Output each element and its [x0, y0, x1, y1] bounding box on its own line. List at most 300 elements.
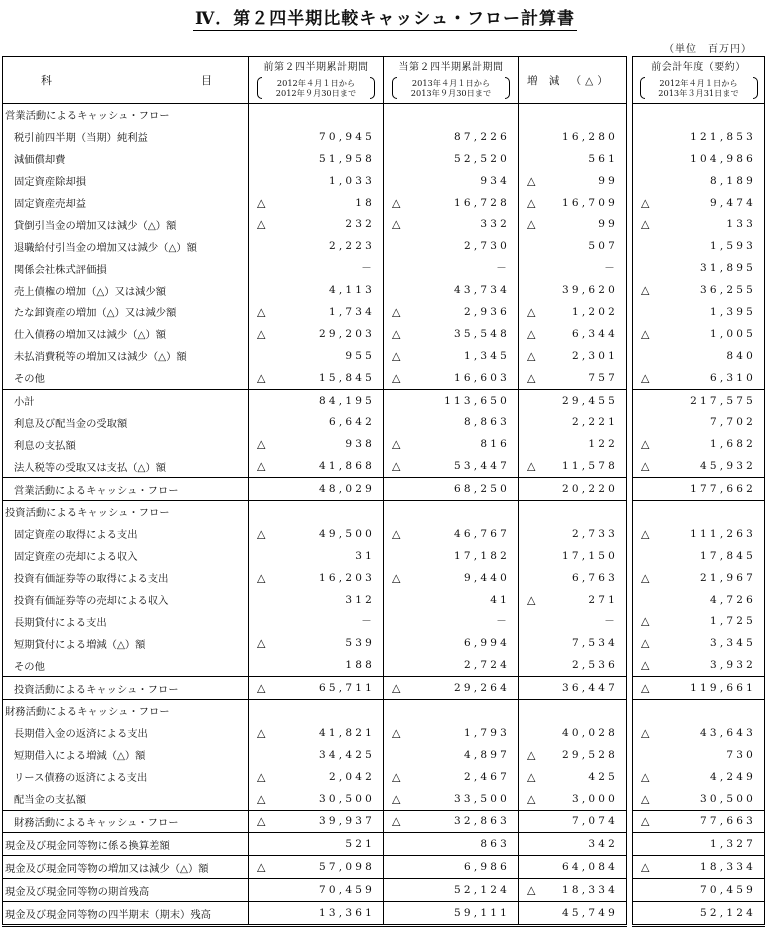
- negative-marker: △: [641, 527, 650, 541]
- diff-value: －: [604, 262, 618, 275]
- prev-value: 70,945: [319, 130, 375, 143]
- negative-marker: △: [257, 860, 266, 874]
- row-label: 固定資産除却損: [14, 176, 87, 189]
- table-row: [3, 545, 765, 567]
- fy-value-cell: [633, 589, 765, 611]
- diff-value-cell: [519, 501, 627, 523]
- cur-value: 6,994: [463, 637, 510, 650]
- diff-value-cell: [519, 567, 627, 589]
- prev-value-cell: [249, 478, 384, 501]
- prev-value-cell: [249, 766, 384, 788]
- cur-value: 43,734: [454, 284, 510, 297]
- diff-value-cell: [519, 700, 627, 722]
- diff-value: 3,000: [571, 792, 618, 805]
- diff-value-cell: [519, 104, 627, 126]
- fy-period-range: [646, 77, 752, 99]
- table-row: [3, 433, 765, 455]
- negative-marker: △: [527, 748, 536, 762]
- negative-marker: △: [392, 371, 401, 385]
- prev-period-range: [263, 77, 369, 99]
- diff-value: 757: [588, 371, 618, 384]
- fy-value-cell: [633, 367, 765, 389]
- header-cur-period: [384, 57, 519, 104]
- fy-value-cell: [633, 433, 765, 455]
- prev-value: 34,425: [319, 748, 375, 761]
- prev-value-cell: [249, 126, 384, 148]
- cur-value: 9,440: [463, 571, 510, 584]
- prev-value-cell: [249, 367, 384, 389]
- cur-value: 52,520: [454, 152, 510, 165]
- fy-value-cell: [633, 833, 765, 856]
- prev-value: 39,937: [319, 815, 375, 828]
- fy-value: 36,255: [700, 284, 756, 297]
- row-label-cell: [3, 833, 249, 856]
- cur-value-cell: [384, 235, 519, 257]
- row-label: 仕入債務の増加又は減少（△）額: [14, 329, 167, 342]
- prev-value-cell: [249, 810, 384, 833]
- fy-value-cell: [633, 301, 765, 323]
- prev-value: 49,500: [319, 527, 375, 540]
- negative-marker: △: [392, 814, 401, 828]
- cur-value-cell: [384, 700, 519, 722]
- header-diff: [519, 57, 627, 104]
- table-row: [3, 279, 765, 301]
- header-label-left: 科: [41, 74, 52, 87]
- prev-value-cell: [249, 677, 384, 700]
- row-label-cell: [3, 455, 249, 477]
- cur-value: 2,936: [463, 305, 510, 318]
- row-label-cell: [3, 610, 249, 632]
- diff-value: 561: [588, 152, 618, 165]
- diff-value: 29,528: [562, 748, 618, 761]
- negative-marker: △: [257, 636, 266, 650]
- fy-value-cell: [633, 902, 765, 926]
- cur-value-cell: [384, 104, 519, 126]
- diff-value: 2,301: [571, 349, 618, 362]
- diff-value-cell: [519, 879, 627, 902]
- diff-value: 6,763: [571, 571, 618, 584]
- negative-marker: △: [257, 681, 266, 695]
- diff-value: 1,202: [571, 305, 618, 318]
- diff-value-cell: [519, 766, 627, 788]
- prev-value: 57,098: [319, 861, 375, 874]
- row-label-cell: [3, 170, 249, 192]
- negative-marker: △: [392, 437, 401, 451]
- diff-value: 2,221: [571, 416, 618, 429]
- cur-value-cell: [384, 301, 519, 323]
- header-prev-period: [249, 57, 384, 104]
- fy-value-cell: [633, 126, 765, 148]
- diff-value: 11,578: [562, 460, 618, 473]
- negative-marker: △: [257, 371, 266, 385]
- cur-value-cell: [384, 279, 519, 301]
- prev-value-cell: [249, 279, 384, 301]
- fy-value-cell: [633, 192, 765, 214]
- row-label-cell: [3, 323, 249, 345]
- diff-value: 18,334: [562, 884, 618, 897]
- diff-value: 45,749: [562, 907, 618, 919]
- negative-marker: △: [257, 571, 266, 585]
- row-label: 長期借入金の返済による支出: [14, 728, 148, 741]
- prev-value: 41,821: [319, 726, 375, 739]
- row-label-cell: [3, 810, 249, 833]
- prev-value: 955: [345, 349, 375, 362]
- unit-note: （単位 百万円）: [664, 44, 752, 55]
- header-label-right: 目: [201, 74, 212, 87]
- table-row: [3, 567, 765, 589]
- cur-value: 68,250: [454, 483, 510, 496]
- prev-value: －: [361, 262, 375, 275]
- negative-marker: △: [392, 305, 401, 319]
- cur-value: 16,603: [454, 371, 510, 384]
- diff-value-cell: [519, 610, 627, 632]
- diff-value-cell: [519, 257, 627, 279]
- fy-value-cell: [633, 257, 765, 279]
- prev-range-to: 2012年９月30日まで: [275, 88, 357, 98]
- row-label-cell: [3, 632, 249, 654]
- prev-value: 51,958: [319, 152, 375, 165]
- cur-value: 87,226: [454, 130, 510, 143]
- diff-value: 29,455: [562, 394, 618, 407]
- negative-marker: △: [257, 327, 266, 341]
- prev-value: 4,113: [328, 284, 375, 297]
- table-row: [3, 589, 765, 611]
- prev-value-cell: [249, 455, 384, 477]
- row-label: 現金及び現金同等物に係る換算差額: [5, 839, 170, 852]
- diff-value-cell: [519, 455, 627, 477]
- negative-marker: △: [392, 792, 401, 806]
- diff-value-cell: [519, 301, 627, 323]
- fy-value: 18,334: [700, 861, 756, 874]
- prev-value: 1,734: [328, 305, 375, 318]
- prev-value: 2,042: [328, 770, 375, 783]
- prev-value-cell: [249, 213, 384, 235]
- negative-marker: △: [527, 327, 536, 341]
- total-row: [3, 677, 765, 700]
- section-row: [3, 104, 765, 126]
- row-label: 未払消費税等の増加又は減少（△）額: [14, 351, 187, 364]
- diff-value: 2,536: [571, 659, 618, 672]
- diff-value-cell: [519, 279, 627, 301]
- fy-value: 119,661: [690, 682, 756, 695]
- fy-value-cell: [633, 523, 765, 545]
- table-row: [3, 788, 765, 810]
- cur-value: 2,467: [463, 770, 510, 783]
- fy-value: 21,967: [700, 571, 756, 584]
- prev-value: 70,459: [319, 884, 375, 897]
- negative-marker: △: [641, 814, 650, 828]
- diff-value-cell: [519, 523, 627, 545]
- cur-range-from: 2013年４月１日から: [411, 78, 491, 88]
- prev-value-cell: [249, 632, 384, 654]
- diff-value-cell: [519, 632, 627, 654]
- diff-value: 271: [588, 593, 618, 606]
- row-label-cell: [3, 545, 249, 567]
- row-label: 投資有価証券等の売却による収入: [14, 595, 169, 608]
- table-row: [3, 301, 765, 323]
- fy-value: 4,726: [709, 593, 756, 606]
- negative-marker: △: [527, 883, 536, 897]
- diff-value-cell: [519, 589, 627, 611]
- row-label: その他: [14, 373, 45, 386]
- prev-value-cell: [249, 323, 384, 345]
- cur-value-cell: [384, 654, 519, 676]
- row-label-cell: [3, 301, 249, 323]
- negative-marker: △: [392, 770, 401, 784]
- fy-value-cell: [633, 810, 765, 833]
- header-account: [3, 57, 249, 104]
- cur-value-cell: [384, 213, 519, 235]
- cur-value-cell: [384, 323, 519, 345]
- fy-value-cell: [633, 856, 765, 879]
- negative-marker: △: [527, 174, 536, 188]
- cur-value: 6,986: [463, 861, 510, 874]
- negative-marker: △: [257, 305, 266, 319]
- row-label: 貸倒引当金の増加又は減少（△）額: [14, 219, 177, 232]
- fy-value-cell: [633, 879, 765, 902]
- fy-value-cell: [633, 501, 765, 523]
- total-row: [3, 478, 765, 501]
- cur-value-cell: [384, 610, 519, 632]
- cur-value-cell: [384, 567, 519, 589]
- diff-value: 40,028: [562, 726, 618, 739]
- row-label: 営業活動によるキャッシュ・フロー: [14, 484, 179, 497]
- negative-marker: △: [527, 770, 536, 784]
- prev-value: 30,500: [319, 792, 375, 805]
- cur-value-cell: [384, 833, 519, 856]
- fy-value: 840: [726, 349, 756, 362]
- diff-value-cell: [519, 213, 627, 235]
- row-label-cell: [3, 257, 249, 279]
- cur-value-cell: [384, 788, 519, 810]
- prev-value-cell: [249, 301, 384, 323]
- prev-value-cell: [249, 192, 384, 214]
- diff-value: 507: [588, 240, 618, 253]
- prev-value: 15,845: [319, 371, 375, 384]
- diff-value-cell: [519, 389, 627, 411]
- fy-value-cell: [633, 722, 765, 744]
- prev-value: 1,033: [328, 174, 375, 187]
- prev-value-cell: [249, 501, 384, 523]
- cur-value-cell: [384, 170, 519, 192]
- fy-value-cell: [633, 345, 765, 367]
- prev-value: 521: [345, 838, 375, 851]
- cur-value-cell: [384, 433, 519, 455]
- cur-value-cell: [384, 455, 519, 477]
- fy-value: 6,310: [709, 371, 756, 384]
- negative-marker: △: [641, 726, 650, 740]
- diff-value: 122: [588, 438, 618, 451]
- negative-marker: △: [641, 770, 650, 784]
- fy-value-cell: [633, 744, 765, 766]
- fy-value-cell: [633, 567, 765, 589]
- cur-value-cell: [384, 766, 519, 788]
- negative-marker: △: [527, 305, 536, 319]
- prev-value-cell: [249, 345, 384, 367]
- prev-value: 539: [345, 637, 375, 650]
- table-row: [3, 367, 765, 389]
- row-label-cell: [3, 411, 249, 433]
- row-label: 短期借入による増減（△）額: [14, 750, 146, 763]
- cur-value: 46,767: [454, 527, 510, 540]
- prev-range-from: 2012年４月１日から: [276, 78, 356, 88]
- cur-value: －: [496, 615, 510, 628]
- row-label-cell: [3, 104, 249, 126]
- diff-value: 99: [598, 174, 618, 187]
- table-row: [3, 148, 765, 170]
- prev-value: －: [361, 615, 375, 628]
- row-label-cell: [3, 279, 249, 301]
- total-row: [3, 810, 765, 833]
- fy-value: 43,643: [700, 726, 756, 739]
- negative-marker: △: [392, 327, 401, 341]
- diff-value-cell: [519, 677, 627, 700]
- cash-flow-table: [2, 56, 765, 927]
- prev-value-cell: [249, 879, 384, 902]
- prev-value: 16,203: [319, 571, 375, 584]
- negative-marker: △: [392, 527, 401, 541]
- prev-value-cell: [249, 170, 384, 192]
- fy-value: 45,932: [700, 460, 756, 473]
- page-title: [0, 4, 770, 29]
- fy-value-cell: [633, 632, 765, 654]
- cur-value: －: [496, 262, 510, 275]
- prev-value: 232: [345, 218, 375, 231]
- row-label: 短期貸付による増減（△）額: [14, 638, 146, 651]
- prev-value: 312: [345, 593, 375, 606]
- prev-value-cell: [249, 545, 384, 567]
- prev-value-cell: [249, 654, 384, 676]
- fy-value-cell: [633, 677, 765, 700]
- row-label-cell: [3, 700, 249, 722]
- cur-value-cell: [384, 589, 519, 611]
- prev-value: 18: [355, 196, 375, 209]
- cur-value: 2,730: [463, 240, 510, 253]
- diff-value: 6,344: [571, 327, 618, 340]
- prev-value: 84,195: [319, 394, 375, 407]
- section-row: [3, 501, 765, 523]
- row-label: 税引前四半期（当期）純利益: [14, 132, 148, 145]
- row-label: 財務活動によるキャッシュ・フロー: [5, 706, 170, 719]
- negative-marker: △: [392, 571, 401, 585]
- diff-value: 7,534: [571, 637, 618, 650]
- cur-value-cell: [384, 257, 519, 279]
- cur-value-cell: [384, 722, 519, 744]
- table-row: [3, 170, 765, 192]
- fy-value-cell: [633, 766, 765, 788]
- cur-value: 816: [480, 438, 510, 451]
- row-label: たな卸資産の増加（△）又は減少額: [14, 307, 177, 320]
- prev-value: 6,642: [328, 416, 375, 429]
- diff-value-cell: [519, 192, 627, 214]
- diff-value-cell: [519, 744, 627, 766]
- cur-value-cell: [384, 345, 519, 367]
- cur-value: 52,124: [454, 884, 510, 897]
- row-label: 営業活動によるキャッシュ・フロー: [5, 110, 170, 123]
- row-label-cell: [3, 589, 249, 611]
- negative-marker: △: [257, 437, 266, 451]
- section-row: [3, 700, 765, 722]
- cur-value: 332: [480, 218, 510, 231]
- fy-value-cell: [633, 545, 765, 567]
- table-row: [3, 523, 765, 545]
- cur-value: 934: [480, 174, 510, 187]
- row-label-cell: [3, 213, 249, 235]
- table-row: [3, 902, 765, 926]
- negative-marker: △: [527, 792, 536, 806]
- diff-value: 2,733: [571, 527, 618, 540]
- prev-value: 13,361: [319, 907, 375, 919]
- cur-value-cell: [384, 523, 519, 545]
- header-fy-period: [633, 57, 765, 104]
- row-label: 売上債権の増加（△）又は減少額: [14, 285, 167, 298]
- row-label-cell: [3, 766, 249, 788]
- diff-value: 425: [588, 770, 618, 783]
- table-row: [3, 610, 765, 632]
- diff-value-cell: [519, 411, 627, 433]
- row-label: 固定資産の取得による支出: [14, 529, 138, 542]
- prev-value-cell: [249, 833, 384, 856]
- fy-value: 133: [726, 218, 756, 231]
- negative-marker: △: [641, 371, 650, 385]
- diff-value: 99: [598, 218, 618, 231]
- fy-value: 730: [726, 748, 756, 761]
- negative-marker: △: [527, 217, 536, 231]
- fy-value-cell: [633, 610, 765, 632]
- prev-value-cell: [249, 523, 384, 545]
- negative-marker: △: [392, 217, 401, 231]
- fy-value: 1,682: [709, 438, 756, 451]
- row-label-cell: [3, 654, 249, 676]
- row-label-cell: [3, 722, 249, 744]
- table-row: [3, 722, 765, 744]
- diff-value: 7,074: [571, 815, 618, 828]
- prev-value-cell: [249, 722, 384, 744]
- diff-value-cell: [519, 788, 627, 810]
- cur-period-title: 当第２四半期累計期間: [398, 62, 504, 73]
- row-label-cell: [3, 235, 249, 257]
- cur-value-cell: [384, 126, 519, 148]
- negative-marker: △: [641, 196, 650, 209]
- negative-marker: △: [641, 217, 650, 231]
- fy-value: 104,986: [690, 152, 756, 165]
- prev-value-cell: [249, 902, 384, 926]
- negative-marker: △: [257, 770, 266, 784]
- fy-value: 30,500: [700, 792, 756, 805]
- row-label-cell: [3, 788, 249, 810]
- fy-value-cell: [633, 389, 765, 411]
- fy-value: 1,593: [709, 240, 756, 253]
- row-label-cell: [3, 523, 249, 545]
- negative-marker: △: [641, 571, 650, 585]
- row-label-cell: [3, 367, 249, 389]
- cur-value-cell: [384, 545, 519, 567]
- row-label: その他: [14, 660, 45, 673]
- row-label: リース債務の返済による支出: [14, 772, 148, 785]
- prev-value-cell: [249, 610, 384, 632]
- prev-value: 29,203: [319, 327, 375, 340]
- cur-value-cell: [384, 389, 519, 411]
- row-label-cell: [3, 126, 249, 148]
- prev-value-cell: [249, 257, 384, 279]
- cur-value-cell: [384, 632, 519, 654]
- fy-value: 1,395: [709, 305, 756, 318]
- fy-value: 121,853: [690, 130, 756, 143]
- negative-marker: △: [641, 459, 650, 473]
- table-row: [3, 833, 765, 856]
- prev-value-cell: [249, 856, 384, 879]
- cur-value: 863: [480, 838, 510, 851]
